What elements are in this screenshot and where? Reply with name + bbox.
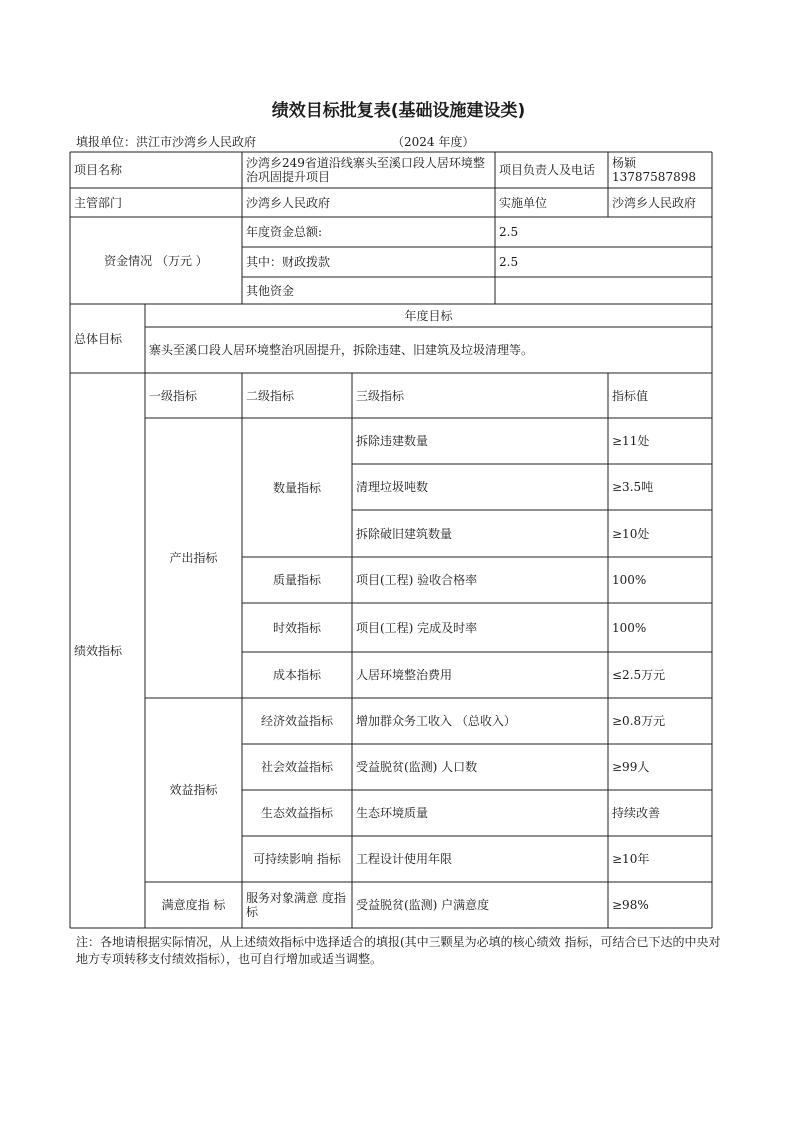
service-indicator: 服务对象满意 度指标 (246, 891, 346, 919)
funds-other-value (495, 277, 712, 304)
timeliness-indicator: 时效指标 (272, 620, 321, 635)
report-year: （2024 年度） (392, 135, 475, 149)
indicator-value: ≥10处 (612, 526, 650, 541)
indicator-value: 持续改善 (612, 806, 661, 820)
goal-header: 年度目标 (404, 308, 453, 323)
indicator-value: ≥10年 (612, 852, 650, 866)
funds-fiscal-label: 其中：财政拨款 (246, 255, 331, 269)
economic-indicator: 经济效益指标 (260, 714, 333, 728)
indicator-name: 受益脱贫(监测) 户满意度 (356, 898, 490, 912)
footnote: 注：各地请根据实际情况，从上述绩效指标中选择适合的填报(其中三颗星为必填的核心绩效 指标，可结合已下达的中央对地方专项转移支付绩效指标），也可自行增加或适当调整。 (76, 935, 721, 966)
satisfaction-indicator: 满意度指 标 (161, 898, 226, 912)
indicator-name: 清理垃圾吨数 (356, 480, 429, 494)
indicator-value: ≤2.5万元 (612, 668, 666, 682)
project-owner-value: 杨颖 13787587898 (612, 156, 696, 184)
indicator-value: 100% (612, 573, 647, 587)
funds-total-label: 年度资金总额: (246, 225, 323, 239)
impl-label: 实施单位 (499, 195, 548, 210)
funds-label: 资金情况 （万元 ） (104, 253, 208, 268)
indicator-name: 生态环境质量 (356, 806, 429, 820)
impl-value: 沙湾乡人民政府 (612, 195, 697, 210)
indicator-value: ≥3.5吨 (612, 480, 654, 494)
project-name-value: 沙湾乡249省道沿线寨头至溪口段人居环境整治巩固提升项目 (246, 156, 485, 184)
indicator-name: 项目(工程) 完成及时率 (356, 620, 478, 635)
benefit-indicator: 效益指标 (169, 783, 218, 797)
indicator-value: ≥11处 (612, 434, 650, 448)
dept-value: 沙湾乡人民政府 (246, 195, 331, 210)
sustain-indicator: 可持续影响 指标 (253, 852, 341, 866)
indicator-value: ≥0.8万元 (612, 714, 666, 728)
project-owner-label: 项目负责人及电话 (499, 163, 596, 177)
indicator-name: 人居环境整治费用 (356, 668, 453, 682)
perf-h4: 指标值 (612, 388, 649, 403)
goal-text: 寨头至溪口段人居环境整治巩固提升，拆除违建、旧建筑及垃圾清理等。 (149, 343, 534, 357)
project-name-label: 项目名称 (74, 163, 123, 177)
indicator-name: 工程设计使用年限 (356, 852, 453, 866)
indicator-name: 增加群众务工收入 （总收入） (356, 714, 516, 728)
indicator-name: 项目(工程) 验收合格率 (356, 573, 478, 587)
indicator-value: 100% (612, 620, 647, 635)
indicator-value: ≥98% (612, 898, 649, 912)
funds-other-label: 其他资金 (246, 283, 295, 298)
goal-label: 总体目标 (74, 331, 123, 346)
ecological-indicator: 生态效益指标 (260, 806, 333, 820)
indicator-name: 受益脱贫(监测) 人口数 (356, 760, 478, 774)
funds-fiscal-value: 2.5 (499, 255, 519, 269)
perf-h1: 一级指标 (149, 388, 198, 403)
indicator-name: 拆除违建数量 (356, 434, 429, 448)
page-title: 绩效目标批复表(基础设施建设类) (271, 101, 526, 121)
cost-indicator: 成本指标 (272, 668, 321, 682)
quantity-indicator: 数量指标 (272, 480, 321, 495)
perf-h2: 二级指标 (246, 388, 295, 403)
funds-total-value: 2.5 (499, 225, 519, 239)
output-indicator: 产出指标 (169, 551, 218, 565)
indicator-name: 拆除破旧建筑数量 (356, 526, 453, 541)
social-indicator: 社会效益指标 (260, 760, 333, 774)
quality-indicator: 质量指标 (272, 573, 321, 587)
perf-label: 绩效指标 (74, 643, 123, 658)
indicator-value: ≥99人 (612, 760, 650, 774)
perf-h3: 三级指标 (356, 388, 405, 403)
reporting-unit: 填报单位：洪江市沙湾乡人民政府 (76, 135, 257, 149)
dept-label: 主管部门 (74, 195, 123, 210)
